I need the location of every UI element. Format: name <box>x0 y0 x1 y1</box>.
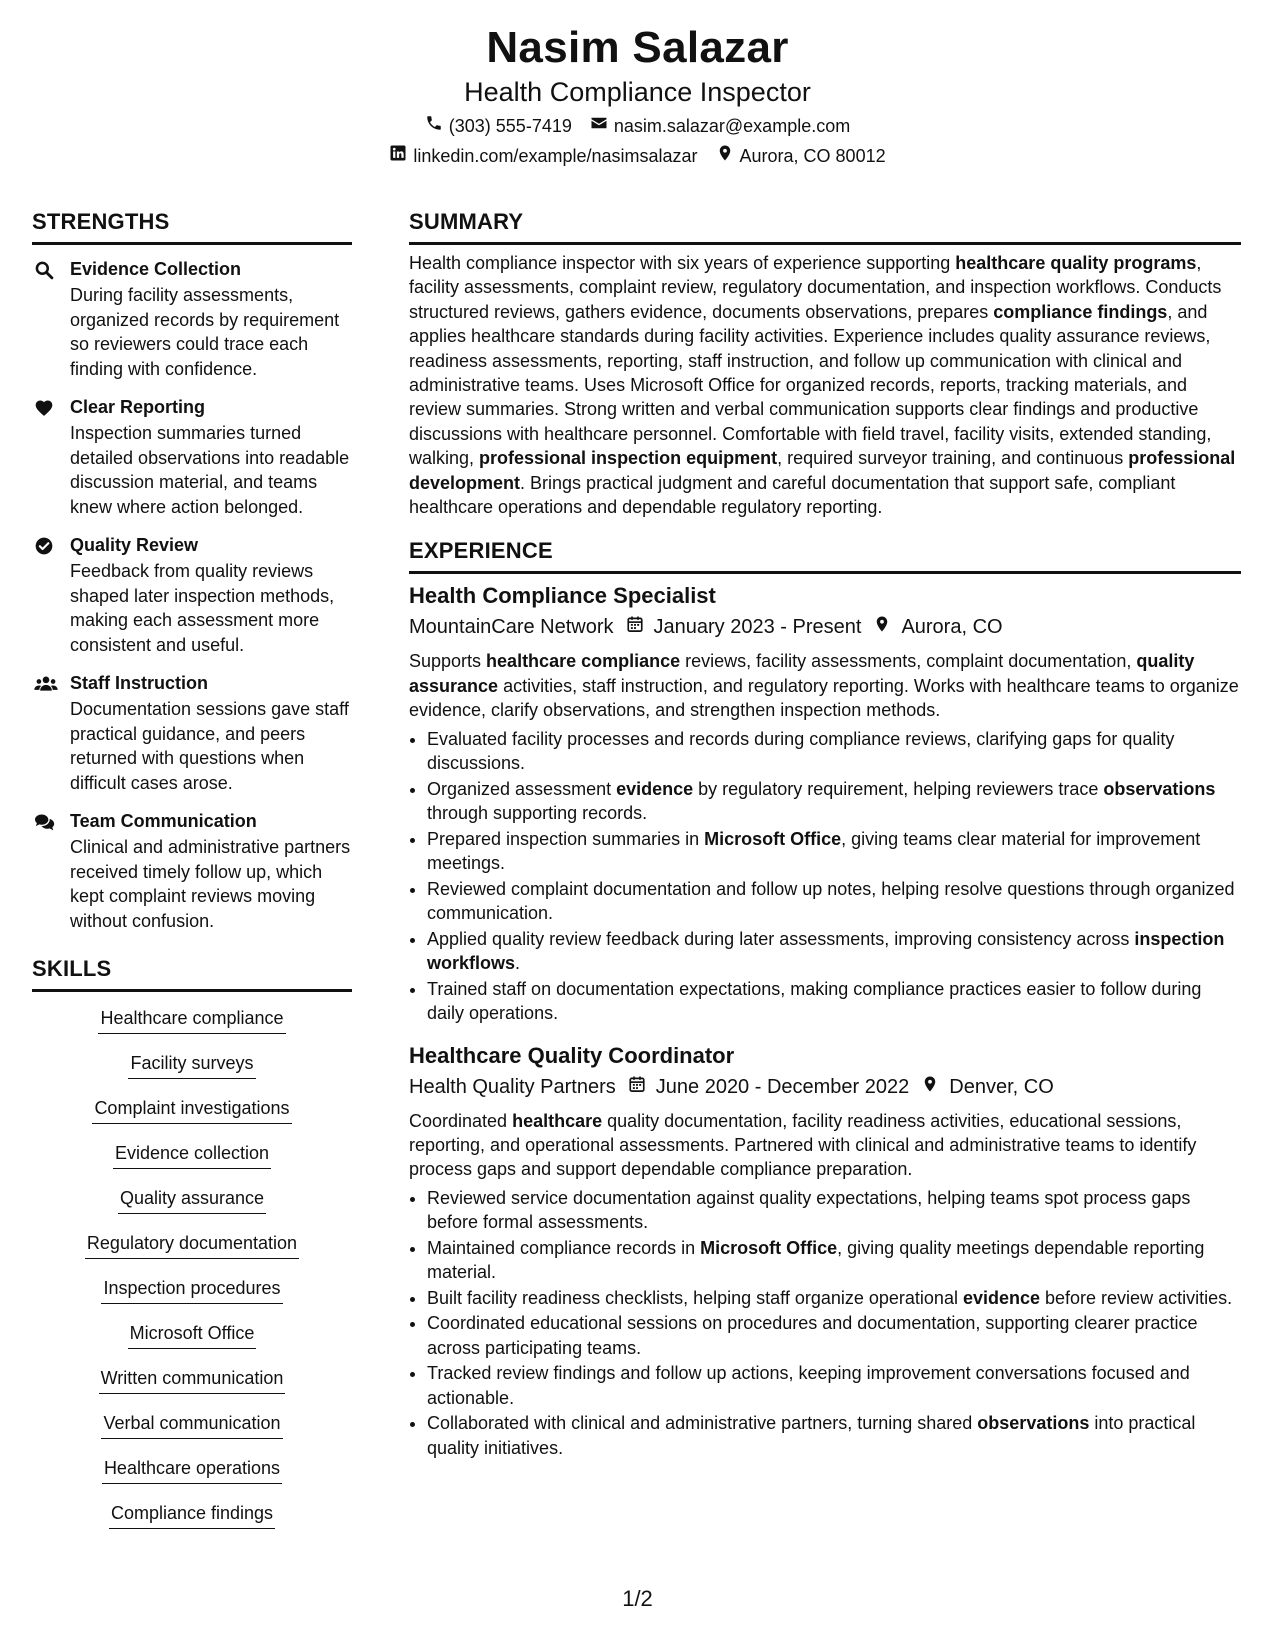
skill-item: Verbal communication <box>32 1411 352 1456</box>
phone-number: (303) 555-7419 <box>448 116 572 136</box>
bullet-item: • Maintained compliance records in Microsoft Office, giving quality meetings dependable reporting material. <box>427 1236 1241 1285</box>
strength-description: Inspection summaries turned detailed observations into readable discussion material, and teams knew where action belonged. <box>70 423 350 517</box>
skill-item: Healthcare compliance <box>32 1006 352 1051</box>
strength-name: Evidence Collection <box>70 259 242 279</box>
bullet-item: • Trained staff on documentation expectations, making compliance practices easier to follow during daily operations. <box>427 977 1241 1026</box>
search-icon <box>32 257 70 381</box>
contact-row-1 <box>0 114 1275 138</box>
strengths-list <box>32 257 352 933</box>
bold-keyword: healthcare quality programs <box>955 253 1197 273</box>
skill-item: Healthcare operations <box>32 1456 352 1501</box>
linkedin-url[interactable]: linkedin.com/example/nasimsalazar <box>413 146 698 166</box>
heart-icon <box>32 395 70 519</box>
bold-keyword: evidence <box>616 778 694 799</box>
bullet-item: • Coordinated educational sessions on procedures and documentation, supporting clearer practice across participating teams. <box>427 1311 1241 1360</box>
strength-item <box>32 671 352 795</box>
experience-heading: EXPERIENCE <box>409 537 1241 574</box>
bullet-item: • Organized assessment evidence by regulatory requirement, helping reviewers trace observations through supporting records. <box>427 777 1241 826</box>
contact-phone <box>425 114 572 138</box>
bullet-item: • Tracked review findings and follow up actions, keeping improvement conversations focused and actionable. <box>427 1361 1241 1410</box>
left-column <box>32 208 352 1546</box>
job-bullets <box>409 1186 1241 1460</box>
company-name: Health Quality Partners <box>409 1075 616 1098</box>
skill-item: Compliance findings <box>32 1501 352 1546</box>
strength-item <box>32 533 352 657</box>
contact-linkedin[interactable] <box>389 144 697 168</box>
strength-name: Team Communication <box>70 811 257 831</box>
company-name: MountainCare Network <box>409 616 614 639</box>
bold-keyword: professional inspection equipment <box>479 448 778 469</box>
bold-keyword: professional development <box>409 448 1236 493</box>
skill-item: Inspection procedures <box>32 1276 352 1321</box>
bullet-item: • Evaluated facility processes and records during compliance reviews, clarifying gaps for quality discussions. <box>427 727 1241 776</box>
job-entry <box>409 582 1241 1025</box>
contact-row-2 <box>0 144 1275 168</box>
bold-keyword: inspection workflows <box>427 928 1225 974</box>
strength-description: Documentation sessions gave staff practical guidance, and peers returned with questions when difficult cases arose. <box>70 699 349 793</box>
bold-keyword: healthcare <box>512 1110 603 1131</box>
skill-item: Microsoft Office <box>32 1321 352 1366</box>
bold-keyword: observations <box>977 1413 1090 1434</box>
bold-keyword: evidence <box>962 1287 1041 1308</box>
resume-header <box>0 22 1275 168</box>
map-pin-icon <box>921 1073 939 1101</box>
summary-heading: SUMMARY <box>409 208 1241 245</box>
skill-item: Facility surveys <box>32 1051 352 1096</box>
users-icon <box>32 671 70 795</box>
page-number: 1/2 <box>622 1586 653 1611</box>
job-meta <box>409 1073 1241 1101</box>
bullet-item: • Prepared inspection summaries in Microsoft Office, giving teams clear material for improvement meetings. <box>427 827 1241 876</box>
email-address[interactable]: nasim.salazar@example.com <box>613 116 851 136</box>
right-column <box>409 208 1241 1461</box>
strength-description: During facility assessments, organized records by requirement so reviewers could trace each finding with confidence. <box>70 285 340 379</box>
job-title: Health Compliance Specialist <box>409 583 716 609</box>
strength-description: Feedback from quality reviews shaped later inspection methods, making each assessment more consistent and useful. <box>70 561 335 655</box>
calendar-icon <box>628 1073 646 1101</box>
bullet-item: • Reviewed complaint documentation and follow up notes, helping resolve questions through organized communication. <box>427 877 1241 926</box>
experience-section <box>409 537 1241 1460</box>
bold-keyword: Microsoft Office <box>704 828 842 849</box>
job-entry <box>409 1042 1241 1461</box>
job-dates: June 2020 - December 2022 <box>655 1075 910 1098</box>
bullet-item: • Reviewed service documentation against quality expectations, helping teams spot process gaps before formal assessments. <box>427 1186 1241 1235</box>
job-location: Aurora, CO <box>901 616 1003 639</box>
strength-item <box>32 257 352 381</box>
job-location: Denver, CO <box>949 1075 1054 1098</box>
skills-heading: SKILLS <box>32 955 352 992</box>
bold-keyword: compliance findings <box>993 301 1168 322</box>
bold-keyword: Microsoft Office <box>700 1237 838 1258</box>
job-description: Coordinated healthcare quality documentation, facility readiness activities, educational sessions, reporting, and operational assessments. Partnered with clinical and administrative teams to identify process gaps and support dependable compliance preparation. <box>409 1110 1197 1180</box>
comments-icon <box>32 809 70 933</box>
bullet-item: • Built facility readiness checklists, helping staff organize operational evidence before review activities. <box>427 1286 1241 1310</box>
contact-email[interactable] <box>590 114 850 138</box>
skills-section <box>32 955 352 1546</box>
phone-icon <box>425 114 443 138</box>
job-description: Supports healthcare compliance reviews, facility assessments, complaint documentation, quality assurance activities, staff instruction, and regulatory reporting. Works with healthcare teams to organize evidence, clarify observations, and strengthen inspection methods. <box>409 651 1239 721</box>
map-pin-icon <box>873 613 891 641</box>
bullet-item: • Collaborated with clinical and administrative partners, turning shared observations into practical quality initiatives. <box>427 1411 1241 1460</box>
strength-name: Clear Reporting <box>70 397 206 417</box>
job-title: Healthcare Quality Coordinator <box>409 1042 735 1068</box>
bullet-item: • Applied quality review feedback during later assessments, improving consistency across inspection workflows. <box>427 927 1241 976</box>
strengths-heading: STRENGTHS <box>32 208 352 245</box>
skills-list <box>32 1006 352 1546</box>
bold-keyword: observations <box>1103 778 1216 799</box>
summary-text: Health compliance inspector with six years of experience supporting healthcare quality programs, facility assessments, complaint review, regulatory documentation, and inspection workflows. Conducts structured reviews, gathers evidence, documents observations, prepares compliance findings, and applies healthcare standards during facility activities. Experience includes quality assurance reviews, readiness assessments, reporting, staff instruction, and follow up communication with clinical and administrative teams. Uses Microsoft Office for organized records, reports, tracking materials, and review summaries. Strong written and verbal communication supports clear findings and productive discussions with healthcare personnel. Comfortable with field travel, facility visits, extended standing, walking, professional inspection equipment, required surveyor training, and continuous professional development. Brings practical judgment and careful documentation that support safe, compliant healthcare operations and dependable regulatory reporting. <box>409 253 1236 518</box>
job-meta <box>409 613 1241 641</box>
strength-item <box>32 809 352 933</box>
skill-item: Complaint investigations <box>32 1096 352 1141</box>
skill-item: Written communication <box>32 1366 352 1411</box>
job-dates: January 2023 - Present <box>653 616 862 639</box>
job-bullets <box>409 727 1241 1026</box>
bold-keyword: quality assurance <box>409 651 1195 696</box>
check-circle-icon <box>32 533 70 657</box>
skill-item: Regulatory documentation <box>32 1231 352 1276</box>
candidate-name: Nasim Salazar <box>486 23 789 72</box>
skill-item: Quality assurance <box>32 1186 352 1231</box>
summary-section <box>409 208 1241 519</box>
bold-keyword: healthcare compliance <box>486 651 681 672</box>
location-text: Aurora, CO 80012 <box>739 146 886 166</box>
strength-item <box>32 395 352 519</box>
envelope-icon <box>590 114 608 138</box>
strength-name: Quality Review <box>70 535 199 555</box>
contact-location <box>716 144 886 168</box>
strength-name: Staff Instruction <box>70 673 208 693</box>
calendar-icon <box>626 613 644 641</box>
candidate-title: Health Compliance Inspector <box>464 77 811 107</box>
strengths-section <box>32 208 352 933</box>
strength-description: Clinical and administrative partners received timely follow up, which kept complaint reviews moving without confusion. <box>70 837 351 931</box>
skill-item: Evidence collection <box>32 1141 352 1186</box>
linkedin-icon <box>389 144 407 168</box>
map-pin-icon <box>716 144 734 168</box>
